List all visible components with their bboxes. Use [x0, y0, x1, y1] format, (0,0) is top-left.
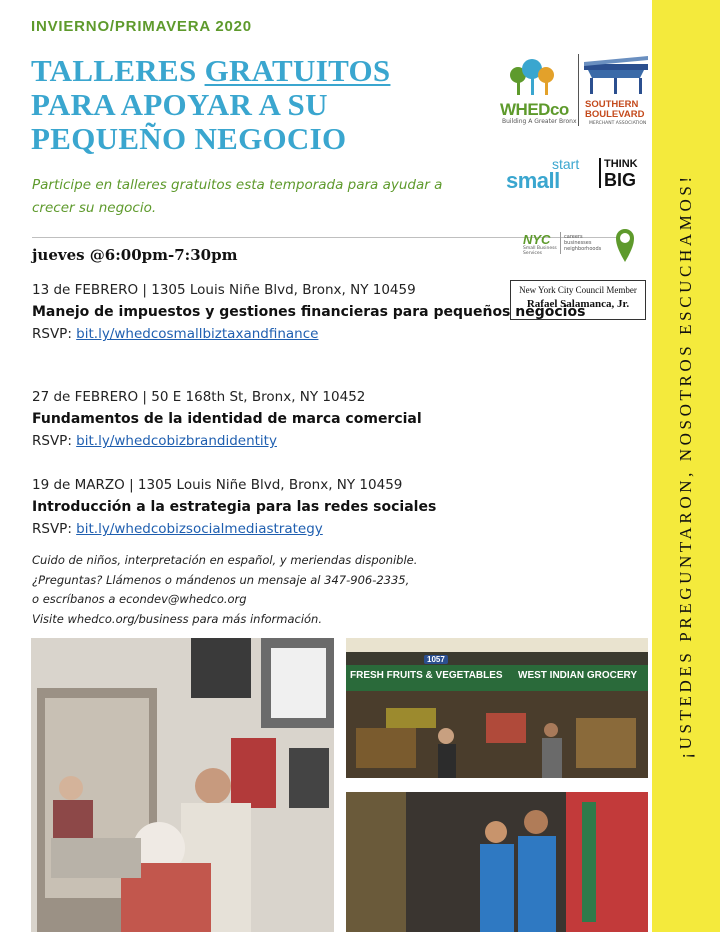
event-2	[32, 386, 632, 452]
info-notes	[32, 551, 482, 629]
barbershop-photo	[31, 638, 334, 932]
event-date-location: 13 de FEBRERO | 1305 Louis Niñe Blvd, Bronx, NY 10459	[32, 282, 416, 298]
rsvp-link[interactable]: bit.ly/whedcobizbrandidentity	[76, 433, 277, 449]
event-rsvp	[32, 518, 632, 540]
storefront-photo	[346, 792, 648, 932]
schedule-time: jueves @6:00pm-7:30pm	[32, 246, 238, 264]
market-sign-left: FRESH FRUITS & VEGETABLES	[350, 670, 503, 681]
rsvp-label: RSVP:	[32, 521, 77, 537]
barbershop-photo-illustration	[31, 638, 334, 932]
event-title: Fundamentos de la identidad de marca comercial	[32, 411, 422, 427]
bridge-icon	[584, 56, 648, 96]
whedco-tagline: Building A Greater Bronx	[502, 118, 577, 125]
event-rsvp	[32, 323, 632, 345]
intro-text: Participe en talleres gratuitos esta temporada para ayudar a crecer su negocio.	[32, 177, 443, 216]
start-small-small: small	[506, 168, 560, 193]
council-title: New York City Council Member	[519, 285, 637, 295]
event-3	[32, 474, 632, 540]
market-photo-illustration	[346, 638, 648, 778]
event-date-location: 19 de MARZO | 1305 Louis Niñe Blvd, Bronx, NY 10459	[32, 477, 403, 493]
note-line: o escríbanos a econdev@whedco.org	[32, 592, 247, 606]
start-small-think: THINK	[604, 158, 638, 170]
event-rsvp	[32, 430, 632, 452]
market-sign-number: 1057	[424, 655, 448, 664]
title-word-talleres: TALLERES	[31, 53, 205, 88]
note-line: Visite whedco.org/business para más información.	[32, 611, 323, 626]
council-member-box	[510, 280, 646, 320]
start-small-big: BIG	[604, 170, 637, 190]
title-line3: PEQUEÑO NEGOCIO	[31, 121, 347, 156]
page-title	[31, 54, 471, 156]
logo-divider	[578, 54, 579, 126]
note-line: ¿Preguntas? Llámenos o mándenos un mensaje al 347-906-2335,	[32, 572, 410, 587]
rsvp-link[interactable]: bit.ly/whedcobizsocialmediastrategy	[76, 521, 323, 537]
storefront-photo-illustration	[346, 792, 648, 932]
southern-boulevard-wordmark: SOUTHERN BOULEVARD	[585, 99, 645, 120]
market-sign-right: WEST INDIAN GROCERY	[518, 670, 638, 681]
title-line2: PARA APOYAR A SU	[31, 87, 328, 122]
nyc-sbs-logo: NYC	[523, 232, 551, 247]
council-name: Rafael Salamanca, Jr.	[526, 298, 630, 310]
event-title: Manejo de impuestos y gestiones financieras para pequeños negocios	[32, 304, 586, 320]
nyc-sbs-sub2: careers businesses neighborhoods	[564, 234, 602, 252]
whedco-wordmark: WHEDco	[500, 100, 569, 119]
location-pin-icon	[614, 224, 636, 264]
note-line: Cuido de niños, interpretación en español, y meriendas disponible.	[32, 553, 418, 567]
start-small-start: start	[552, 156, 580, 172]
title-line1	[31, 53, 390, 88]
market-photo	[346, 638, 648, 778]
nyc-divider	[560, 232, 561, 254]
rsvp-link[interactable]: bit.ly/whedcosmallbiztaxandfinance	[76, 326, 319, 342]
rsvp-label: RSVP:	[32, 326, 77, 342]
start-small-divider	[599, 158, 601, 188]
event-title: Introducción a la estrategia para las redes sociales	[32, 499, 437, 515]
nyc-sbs-sub: Small Business Services	[523, 246, 557, 256]
banner-text: ¡USTEDES PREGUNTARON, NOSOTROS ESCUCHAMOS!	[676, 173, 695, 759]
southern-boulevard-sub: MERCHANT ASSOCIATION	[589, 121, 647, 126]
rsvp-label: RSVP:	[32, 433, 77, 449]
season-label: INVIERNO/PRIMAVERA 2020	[31, 18, 252, 35]
title-word-gratuitos: GRATUITOS	[204, 53, 391, 88]
event-date-location: 27 de FEBRERO | 50 E 168th St, Bronx, NY 10452	[32, 389, 366, 405]
